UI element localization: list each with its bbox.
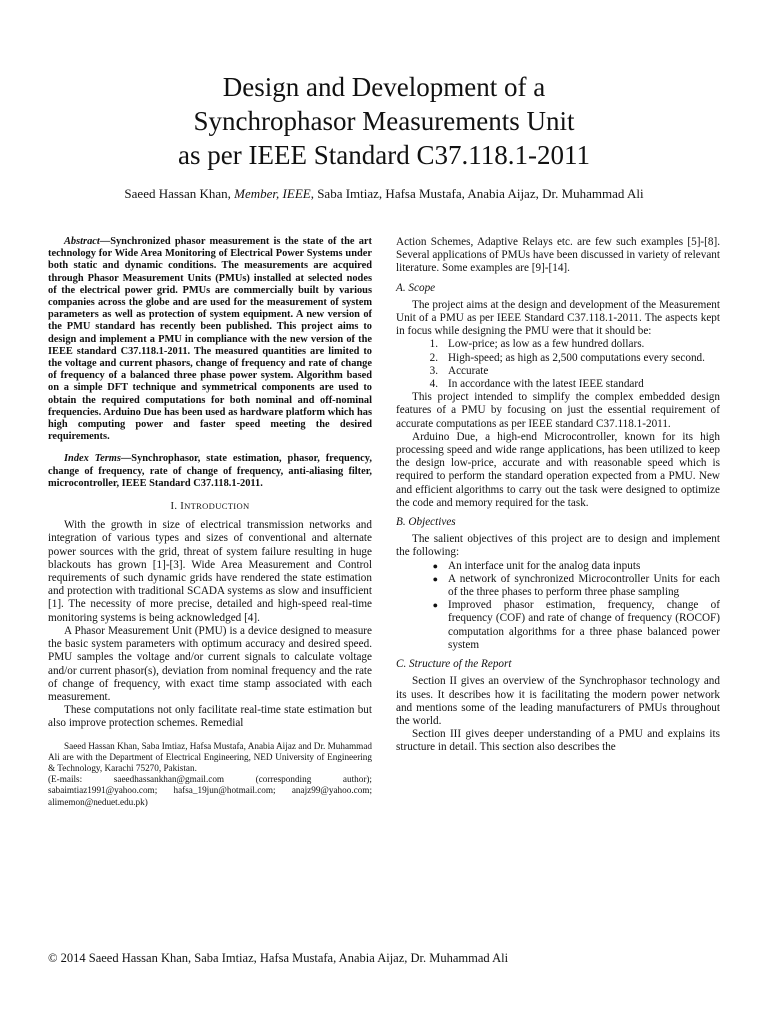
list-text: An interface unit for the analog data inputs (448, 559, 641, 572)
list-item (396, 352, 720, 365)
right-column (396, 236, 720, 755)
list-text: High-speed; as high as 2,500 computations every second. (448, 351, 705, 364)
list-text: In accordance with the latest IEEE standard (448, 378, 644, 391)
title-line: Design and Development of a (222, 72, 546, 102)
footnote-affiliation: Saeed Hassan Khan, Saba Imtiaz, Hafsa Mustafa, Anabia Aijaz and Dr. Muhammad Ali are with the Department of Electrical Engineering, NED University of Engineering & Technology, Karachi 75270, Pakistan. (48, 740, 372, 773)
heading-smallcaps: NTRODUCTION (184, 501, 250, 512)
scope-paragraph: The project aims at the design and development of the Measurement Unit of a PMU as per IEEE Standard C37.118.1-2011. The aspects kept in focus while designing the PMU were that it should be: (396, 298, 720, 338)
title-line: as per IEEE Standard C37.118.1-2011 (178, 140, 590, 170)
title-line: Synchrophasor Measurements Unit (193, 106, 575, 136)
scope-list (396, 338, 720, 391)
section-number: I. (170, 501, 178, 513)
list-number: 3. (429, 364, 438, 377)
author-lead: Saeed Hassan Khan, (124, 186, 231, 201)
index-terms-dash: — (120, 453, 132, 465)
intro-paragraph: A Phasor Measurement Unit (PMU) is a device designed to measure the basic system parameters with optimum accuracy and desired speed. PMU samples the voltage and/or current signals to calculate voltage and/or current phasor(s), deviation from nominal frequency and the rate of change of frequency, with exact time stamp associated with each measurement. (48, 624, 372, 703)
index-terms-text: Synchrophasor, state estimation, phasor, frequency, change of frequency, rate of change of frequency, anti-aliasing filter, microcontroller, IEEE Standard C37.118.1-2011. (48, 453, 372, 489)
copyright-notice: © 2014 Saeed Hassan Khan, Saba Imtiaz, Hafsa Mustafa, Anabia Aijaz, Dr. Muhammad Ali (48, 951, 509, 965)
footnote-emails: (E-mails: saeedhassankhan@gmail.com (corresponding author); sabaimtiaz1991@yahoo.com; hafsa_19jun@hotmail.com; anajz99@yahoo.com; alimemon@neduet.edu.pk) (48, 774, 372, 807)
author-line (0, 186, 768, 202)
bullet-icon: ● (432, 573, 438, 584)
subsection-heading-scope: A. Scope (396, 281, 436, 294)
abstract-text: Synchronized phasor measurement is the state of the art technology for Wide Area Monitoring of Electrical Power Systems under both static and dynamic conditions. The measurements are acquired through Phasor Measurement Units (PMUs) installed at selected nodes of the electrical power grid. PMUs are commercially built by various companies across the globe and are used for the measurement of system parameters as well as protection of system equipment. A new version of the PMU standard has recently been published. This project aims to design and implement a PMU in compliance with the new version of the IEEE standard C37.118.1-2011. The measured quantities are limited to the voltage and current phasors, change of frequency and rate of change of frequency of a balanced three phase power system. Algorithm based on a simple DFT technique and symmetrical components are used to obtain the required computations for both nominal and off-nominal frequencies. Arduino Due has been used as hardware platform which has high computing power and faster speed meeting the desired requirements. (48, 236, 372, 443)
list-text: Accurate (448, 364, 489, 377)
author-footnote (48, 741, 372, 808)
author-membership: Member, IEEE (234, 186, 311, 201)
list-number: 4. (429, 378, 438, 391)
abstract (48, 236, 372, 443)
abstract-dash: — (99, 236, 111, 247)
scope-paragraph: This project intended to simplify the complex embedded design features of a PMU by focusing on just the essential requirement of accurate computations as per IEEE standard C37.118.1-2011. (396, 391, 720, 430)
intro-paragraph: With the growth in size of electrical transmission networks and integration of various types and sizes of conventional and alternate power sources with the grid, threat of system failure resulting in huge blackouts has grown [1]-[3]. Wide Area Measurement and Control requirements of such dynamic grids have rendered the state estimation and protection with traditional SCADA systems as slow and insufficient [1]. The necessity of more precise, detailed and high-speed real-time monitoring systems is being acknowledged [4]. (48, 519, 372, 624)
author-rest: , Saba Imtiaz, Hafsa Mustafa, Anabia Aijaz, Dr. Muhammad Ali (310, 186, 644, 201)
structure-paragraph: Section II gives an overview of the Synchrophasor technology and its uses. It describes how it is facilitating the modern power network and mentions some of the leading manufacturers of PMUs throughout the world. (396, 675, 720, 727)
intro-paragraph-continued: Action Schemes, Adaptive Relays etc. are few such examples [5]-[8]. Several applications of PMUs have been discussed in variety of relevant literature. Some examples are [9]-[14]. (396, 236, 720, 275)
section-heading-introduction (48, 500, 372, 513)
list-text: Low-price; as low as a few hundred dollars. (448, 338, 645, 351)
list-item (396, 560, 720, 573)
scope-paragraph: Arduino Due, a high-end Microcontroller, known for its high processing speed and wide range applications, has been utilized to keep the design low-price, accurate and with reasonable speed which is required to perform the standard operation expected from a PMU. New and efficient algorithms to carry out the task were designed to optimize the code and memory required for the task. (396, 430, 720, 509)
structure-paragraph: Section III gives deeper understanding of a PMU and explains its structure in detail. This section also describes the (396, 728, 720, 754)
intro-paragraph: These computations not only facilitate real-time state estimation but also improve protection schemes. Remedial (48, 704, 372, 730)
abstract-label: Abstract (64, 236, 100, 247)
index-terms (48, 453, 372, 490)
objectives-list (396, 560, 720, 652)
left-column (48, 236, 372, 808)
list-item (396, 599, 720, 652)
list-text: A network of synchronized Microcontroller Units for each of the three phases to perform three phase sampling (448, 572, 720, 599)
subsection-heading-structure: C. Structure of the Report (396, 658, 512, 671)
heading-initial: I (180, 501, 185, 513)
objectives-paragraph: The salient objectives of this project are to design and implement the following: (396, 533, 720, 559)
list-item (396, 573, 720, 599)
list-item (396, 365, 720, 378)
list-number: 1. (429, 338, 438, 351)
bullet-icon: ● (432, 600, 438, 611)
list-number: 2. (429, 351, 438, 364)
paper-title (0, 70, 768, 172)
subsection-heading-objectives: B. Objectives (396, 516, 456, 529)
index-terms-label: Index Terms (64, 453, 121, 465)
bullet-icon: ● (432, 560, 438, 571)
list-item (396, 338, 720, 351)
list-item (396, 378, 720, 391)
list-text: Improved phasor estimation, frequency, change of frequency (COF) and rate of change of frequency (ROCOF) computation algorithms for a three phase balanced power system (448, 599, 720, 651)
